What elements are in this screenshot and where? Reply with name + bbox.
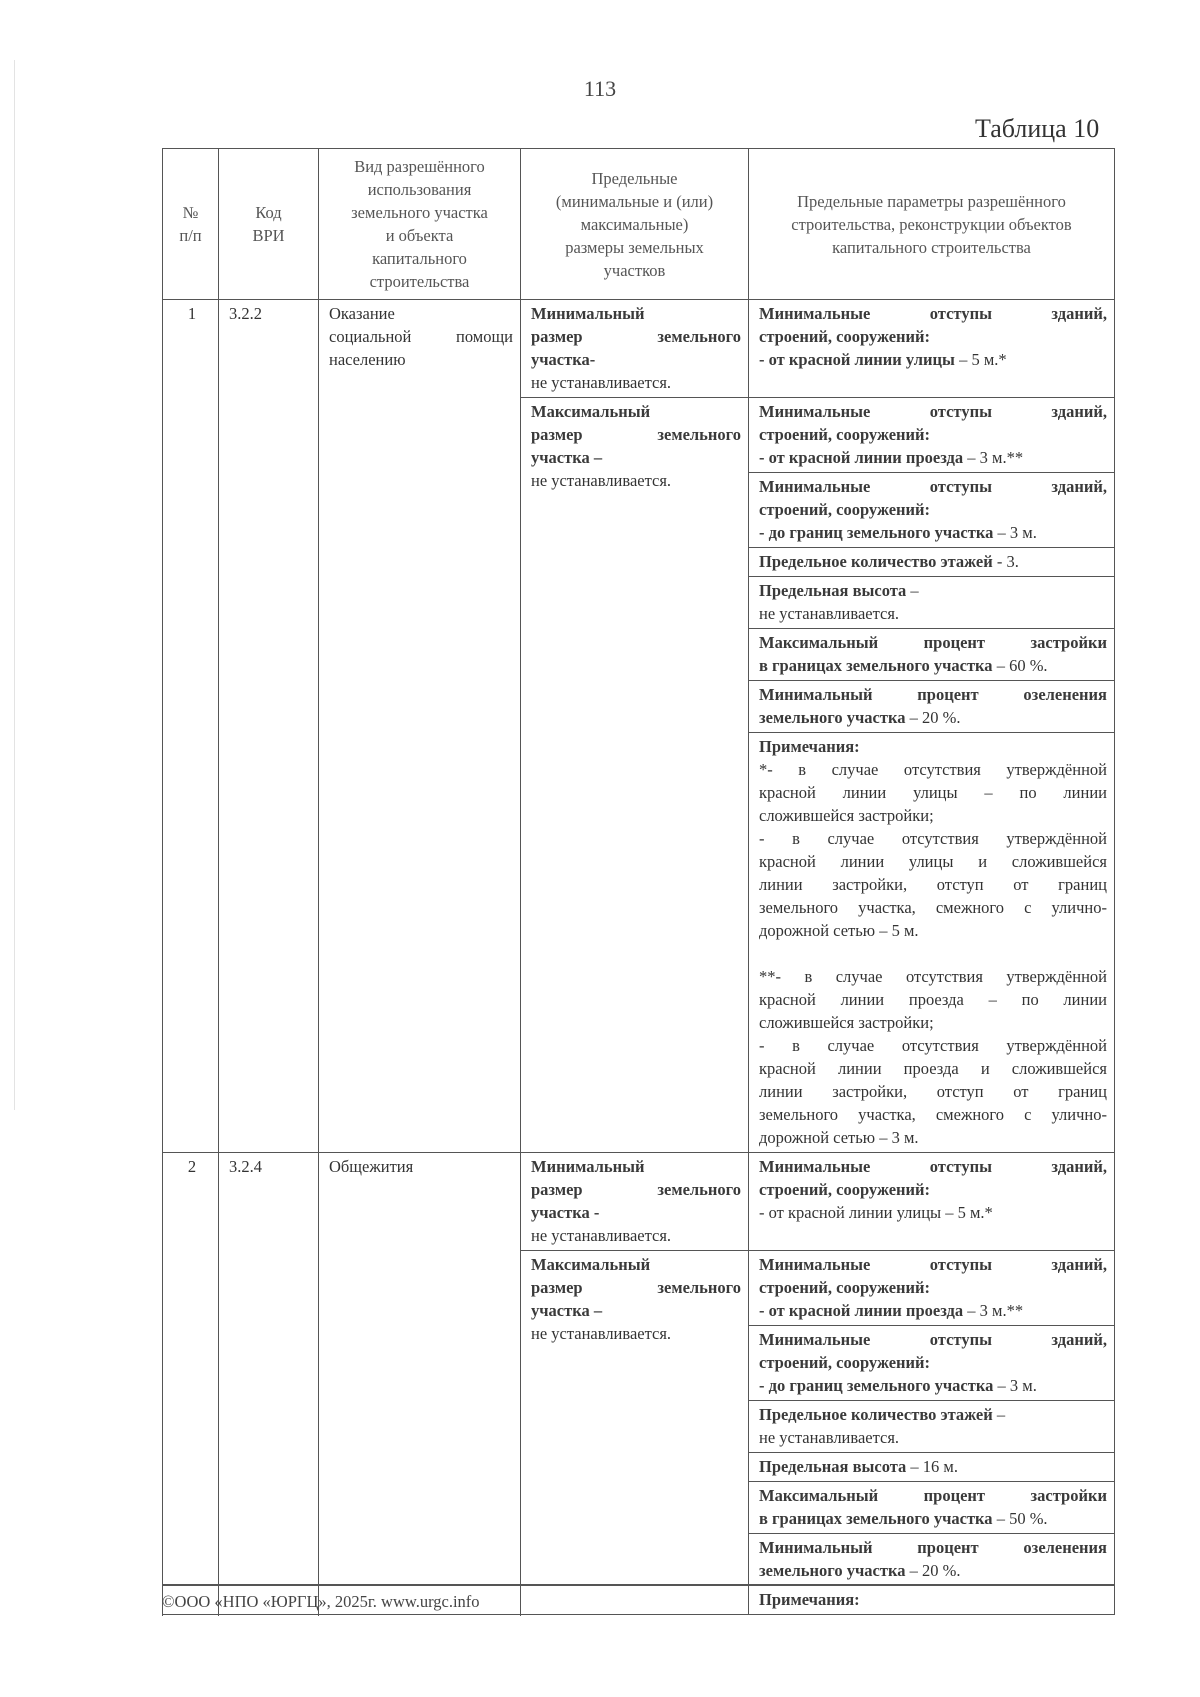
param-label: Предельное количество этажей: [759, 1405, 993, 1424]
param-label: Предельная высота: [759, 581, 907, 600]
max-size-cell: [521, 1251, 749, 1615]
min-size-title: размер земельного: [531, 327, 741, 346]
header-params-line: строительства, реконструкции объектов: [791, 214, 1072, 234]
param-value: – 3 м.: [993, 523, 1037, 542]
header-vri: [319, 149, 521, 300]
note-line: земельного участка, смежного с улично-: [759, 898, 1107, 917]
vri-name-line: Общежития: [329, 1157, 414, 1176]
param-cell: [749, 1326, 1115, 1401]
footer-copyright: ©ООО «НПО «ЮРГЦ», 2025г. www.urgc.info: [162, 1592, 480, 1611]
param-value: – 3 м.**: [963, 1301, 1024, 1320]
note-line: **- в случае отсутствия утверждённой: [759, 967, 1107, 986]
param-label: - от красной линии улицы: [759, 350, 955, 369]
param-title: Максимальный процент застройки: [759, 633, 1107, 652]
note-line: земельного участка, смежного с улично-: [759, 1105, 1107, 1124]
param-title: Минимальные отступы зданий,: [759, 304, 1107, 323]
notes-cell: [749, 1586, 1115, 1615]
param-label: - до границ земельного участка: [759, 1376, 994, 1395]
param-title: Минимальные отступы зданий,: [759, 477, 1107, 496]
param-value: – 5 м.*: [954, 350, 1007, 369]
param-cell: [749, 629, 1115, 681]
row-number: 2: [163, 1153, 219, 1615]
max-size-cell: [521, 398, 749, 1153]
max-size-title: размер земельного: [531, 1278, 741, 1297]
vri-code: 3.2.4: [219, 1153, 319, 1615]
param-title: строений, сооружений:: [759, 1180, 931, 1199]
param-title: Минимальные отступы зданий,: [759, 402, 1107, 421]
header-num-line: п/п: [179, 226, 202, 245]
header-sizes-line: размеры земельных: [565, 237, 704, 257]
header-num: [163, 149, 219, 300]
min-size-value: не устанавливается.: [531, 373, 672, 392]
param-value: – 50 %.: [992, 1509, 1048, 1528]
param-title: Минимальные отступы зданий,: [759, 1330, 1107, 1349]
scan-margin-line: [14, 60, 15, 1110]
min-size-value: не устанавливается.: [531, 1226, 672, 1245]
param-value: не устанавливается.: [759, 604, 900, 623]
param-title: строений, сооружений:: [759, 1353, 931, 1372]
header-sizes-line: Предельные: [591, 168, 678, 188]
param-value: – 60 %.: [992, 656, 1048, 675]
header-vri-line: капитального: [372, 249, 467, 268]
note-line: красной линии проезда – по линии: [759, 990, 1107, 1009]
param-title: строений, сооружений:: [759, 327, 931, 346]
notes-title: Примечания:: [759, 737, 860, 756]
header-code-line: ВРИ: [252, 226, 285, 245]
vri-name: [319, 1153, 521, 1615]
notes-cell: [749, 733, 1115, 1153]
header-sizes: [521, 149, 749, 300]
param-title: Минимальные отступы зданий,: [759, 1157, 1107, 1176]
table-caption: Таблица 10: [975, 114, 1100, 143]
max-size-title: участка –: [531, 1301, 603, 1320]
param-label: Предельная высота: [759, 1457, 907, 1476]
note-line: - в случае отсутствия утверждённой: [759, 829, 1107, 848]
table-row: [163, 300, 1115, 398]
vri-name-line: населению: [329, 350, 406, 369]
param-title: строений, сооружений:: [759, 425, 931, 444]
param-label: - от красной линии проезда: [759, 448, 964, 467]
note-line: сложившейся застройки;: [759, 806, 934, 825]
header-vri-line: земельного участка: [351, 203, 488, 222]
param-value: –: [906, 581, 919, 600]
param-value: – 16 м.: [906, 1457, 958, 1476]
footer-rule: [162, 1584, 1114, 1586]
regulations-table: [162, 148, 1115, 1615]
min-size-cell: [521, 300, 749, 398]
vri-code: 3.2.2: [219, 300, 319, 1153]
param-cell: [749, 1153, 1115, 1251]
param-value: – 20 %.: [905, 1561, 961, 1580]
param-value: – 3 м.**: [963, 448, 1024, 467]
param-title: строений, сооружений:: [759, 500, 931, 519]
note-line: красной линии проезда и сложившейся: [759, 1059, 1107, 1078]
table-row: [163, 1153, 1115, 1251]
header-vri-line: использования: [367, 180, 472, 199]
param-label: в границах земельного участка: [759, 656, 993, 675]
param-value: - 3.: [992, 552, 1019, 571]
param-cell: [749, 1482, 1115, 1534]
max-size-value: не устанавливается.: [531, 471, 672, 490]
param-cell: [749, 1534, 1115, 1586]
param-label: земельного участка: [759, 1561, 906, 1580]
param-value: –: [992, 1405, 1006, 1424]
note-line: - в случае отсутствия утверждённой: [759, 1036, 1107, 1055]
note-line: дорожной сетью – 3 м.: [759, 1128, 919, 1147]
min-size-cell: [521, 1153, 749, 1251]
vri-name-line: социальной помощи: [329, 327, 513, 346]
param-value: – 3 м.: [993, 1376, 1037, 1395]
param-title: Минимальный процент озеленения: [759, 685, 1107, 704]
note-line: сложившейся застройки;: [759, 1013, 934, 1032]
header-params-line: капитального строительства: [832, 237, 1031, 257]
header-params: [749, 149, 1115, 300]
header-vri-line: и объекта: [385, 226, 454, 245]
header-sizes-line: участков: [603, 260, 666, 280]
param-value: - от красной линии улицы – 5 м.*: [759, 1203, 993, 1222]
note-line: линии застройки, отступ от границ: [759, 1082, 1107, 1101]
max-size-value: не устанавливается.: [531, 1324, 672, 1343]
note-spacer: [759, 942, 1107, 965]
param-cell: [749, 577, 1115, 629]
header-num-line: №: [182, 203, 199, 222]
header-sizes-line: (минимальные и (или): [555, 191, 714, 211]
header-row: [163, 149, 1115, 300]
param-label: - от красной линии проезда: [759, 1301, 964, 1320]
note-line: *- в случае отсутствия утверждённой: [759, 760, 1107, 779]
param-label: Предельное количество этажей: [759, 552, 993, 571]
note-line: линии застройки, отступ от границ: [759, 875, 1107, 894]
min-size-title: Минимальный: [531, 1157, 645, 1176]
vri-name-line: Оказание: [329, 304, 395, 323]
param-title: Минимальные отступы зданий,: [759, 1255, 1107, 1274]
param-cell: [749, 1251, 1115, 1326]
note-line: красной линии улицы – по линии: [759, 783, 1107, 802]
max-size-title: размер земельного: [531, 425, 741, 444]
max-size-title: участка –: [531, 448, 603, 467]
max-size-title: Максимальный: [531, 1255, 651, 1274]
vri-name: [319, 300, 521, 1153]
param-cell: [749, 398, 1115, 473]
param-cell: [749, 300, 1115, 398]
param-cell: [749, 1401, 1115, 1453]
param-cell: [749, 473, 1115, 548]
note-line: дорожной сетью – 5 м.: [759, 921, 919, 940]
param-value: не устанавливается.: [759, 1428, 900, 1447]
min-size-title: участка -: [531, 1203, 600, 1222]
param-cell: [749, 548, 1115, 577]
param-title: Максимальный процент застройки: [759, 1486, 1107, 1505]
header-code-line: Код: [255, 203, 282, 222]
min-size-title: Минимальный: [531, 304, 645, 323]
header-vri-line: строительства: [369, 272, 470, 291]
header-sizes-line: максимальные): [580, 214, 689, 234]
param-label: - до границ земельного участка: [759, 523, 994, 542]
param-title: Минимальный процент озеленения: [759, 1538, 1107, 1557]
param-label: земельного участка: [759, 708, 906, 727]
param-value: – 20 %.: [905, 708, 961, 727]
row-number: 1: [163, 300, 219, 1153]
header-params-line: Предельные параметры разрешённого: [797, 191, 1066, 211]
min-size-title: участка-: [531, 350, 596, 369]
param-title: строений, сооружений:: [759, 1278, 931, 1297]
header-code: [219, 149, 319, 300]
min-size-title: размер земельного: [531, 1180, 741, 1199]
max-size-title: Максимальный: [531, 402, 651, 421]
note-line: красной линии улицы и сложившейся: [759, 852, 1107, 871]
param-cell: [749, 1453, 1115, 1482]
param-label: в границах земельного участка: [759, 1509, 993, 1528]
page-number: 113: [583, 76, 617, 101]
notes-title: Примечания:: [759, 1590, 860, 1609]
param-cell: [749, 681, 1115, 733]
header-vri-line: Вид разрешённого: [354, 157, 485, 176]
